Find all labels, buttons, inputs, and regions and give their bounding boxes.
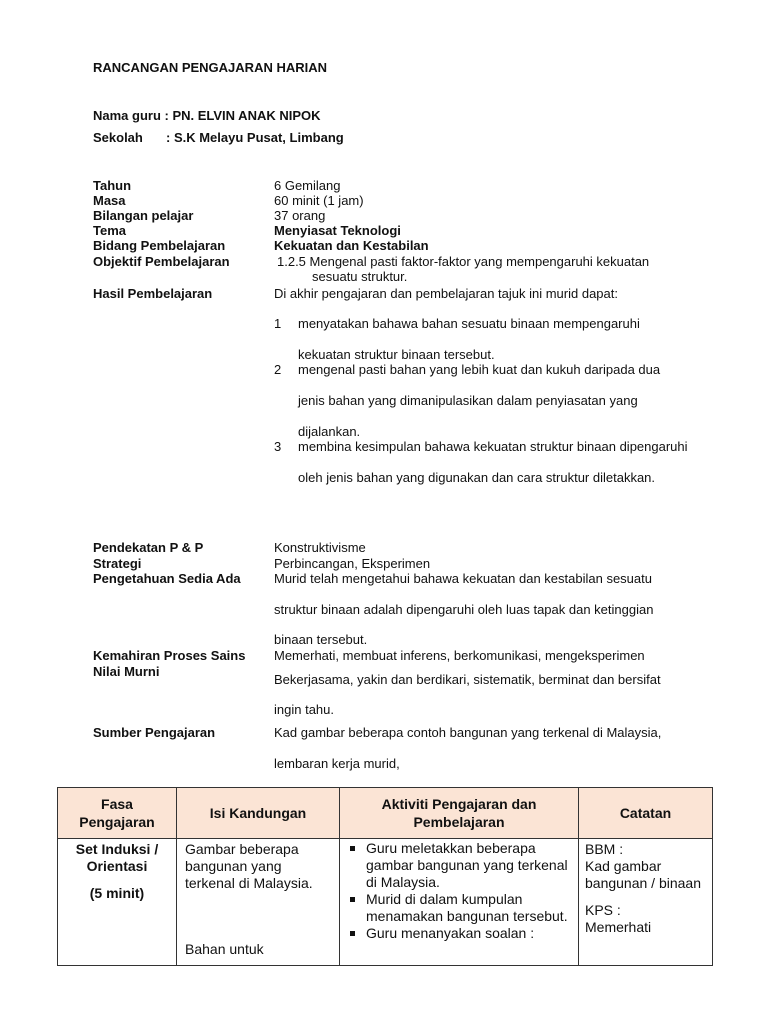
sumber-label: Sumber Pengajaran [93,725,216,740]
hasil-label: Hasil Pembelajaran [93,286,213,301]
hasil-item-3-line-1: membina kesimpulan bahawa kekuatan struktur binaan dipengaruhi [298,439,688,454]
header-catatan: Catatan [579,788,713,839]
objektif-line-2: sesuatu struktur. [312,269,408,284]
hasil-item-2-line-2: jenis bahan yang dimanipulasikan dalam penyiasatan yang [298,393,638,408]
activity-item: Guru meletakkan beberapa gambar bangunan yang terkenal di Malaysia. [348,840,574,891]
nilai-line-2: ingin tahu. [274,702,334,717]
table-header-row [58,788,713,839]
objektif-line-1: 1.2.5 Mengenal pasti faktor-faktor yang mempengaruhi kekuatan [277,254,650,269]
notes-kps-label: KPS : [585,902,621,918]
notes-bbm-label: BBM : [585,841,624,857]
hasil-item-1-number: 1 [274,316,282,331]
bidang-label: Bidang Pembelajaran [93,238,226,253]
hasil-item-2-number: 2 [274,362,282,377]
pengetahuan-line-2: struktur binaan adalah dipengaruhi oleh luas tapak dan ketinggian [274,602,654,617]
content-cell [177,839,340,966]
tema-label: Tema [93,223,126,238]
activities-cell [340,839,579,966]
pengetahuan-label: Pengetahuan Sedia Ada [93,571,241,586]
activity-item: Guru menanyakan soalan : [348,925,574,942]
pengetahuan-line-3: binaan tersebut. [274,632,368,647]
pendekatan-value: Konstruktivisme [274,540,366,555]
phase-cell [58,839,177,966]
hasil-item-3-number: 3 [274,439,282,454]
hasil-intro: Di akhir pengajaran dan pembelajaran tajuk ini murid dapat: [274,286,618,301]
masa-label: Masa [93,193,126,208]
header-aktiviti: Aktiviti Pengajaran dan Pembelajaran [340,788,579,839]
header-fasa: Fasa Pengajaran [58,788,177,839]
bidang-value: Kekuatan dan Kestabilan [274,238,429,253]
phase-duration: (5 minit) [89,885,145,901]
hasil-item-2-line-1: mengenal pasti bahan yang lebih kuat dan kukuh daripada dua [298,362,661,377]
lesson-plan-table [57,787,713,966]
header-isi: Isi Kandungan [177,788,340,839]
sumber-line-1: Kad gambar beberapa contoh bangunan yang terkenal di Malaysia, [274,725,662,740]
school-label: Sekolah [93,130,143,145]
hasil-item-3-line-2: oleh jenis bahan yang digunakan dan cara struktur diletakkan. [298,470,656,485]
objektif-label: Objektif Pembelajaran [93,254,230,269]
kemahiran-label: Kemahiran Proses Sains [93,648,246,663]
bilangan-label: Bilangan pelajar [93,208,194,223]
notes-bbm: Kad gambar bangunan / binaan [585,858,701,891]
table-row [58,839,713,966]
tema-value: Menyiasat Teknologi [274,223,401,238]
kemahiran-value: Memerhati, membuat inferens, berkomunikasi, mengeksperimen [274,648,645,663]
nilai-line-1: Bekerjasama, yakin dan berdikari, sistematik, berminat dan bersifat [274,672,661,687]
phase-name: Set Induksi / Orientasi [75,841,159,874]
sumber-line-2: lembaran kerja murid, [274,756,400,771]
document-title: RANCANGAN PENGAJARAN HARIAN [93,60,328,75]
school-value: : S.K Melayu Pusat, Limbang [166,130,344,145]
notes-cell [579,839,713,966]
teacher-name: Nama guru : PN. ELVIN ANAK NIPOK [93,108,321,123]
pendekatan-label: Pendekatan P & P [93,540,204,555]
strategi-label: Strategi [93,556,142,571]
hasil-item-2-line-3: dijalankan. [298,424,361,439]
activity-item: Murid di dalam kumpulan menamakan bangunan tersebut. [348,891,574,925]
masa-value: 60 minit (1 jam) [274,193,364,208]
tahun-value: 6 Gemilang [274,178,341,193]
content-text-2: Bahan untuk [185,941,264,957]
tahun-label: Tahun [93,178,132,193]
content-text: Gambar beberapa bangunan yang terkenal di Malaysia. [185,841,313,891]
notes-kps: Memerhati [585,919,652,935]
bilangan-value: 37 orang [274,208,326,223]
hasil-item-1-line-2: kekuatan struktur binaan tersebut. [298,347,495,362]
pengetahuan-line-1: Murid telah mengetahui bahawa kekuatan dan kestabilan sesuatu [274,571,652,586]
hasil-item-1-line-1: menyatakan bahawa bahan sesuatu binaan mempengaruhi [298,316,640,331]
strategi-value: Perbincangan, Eksperimen [274,556,431,571]
nilai-label: Nilai Murni [93,664,160,679]
